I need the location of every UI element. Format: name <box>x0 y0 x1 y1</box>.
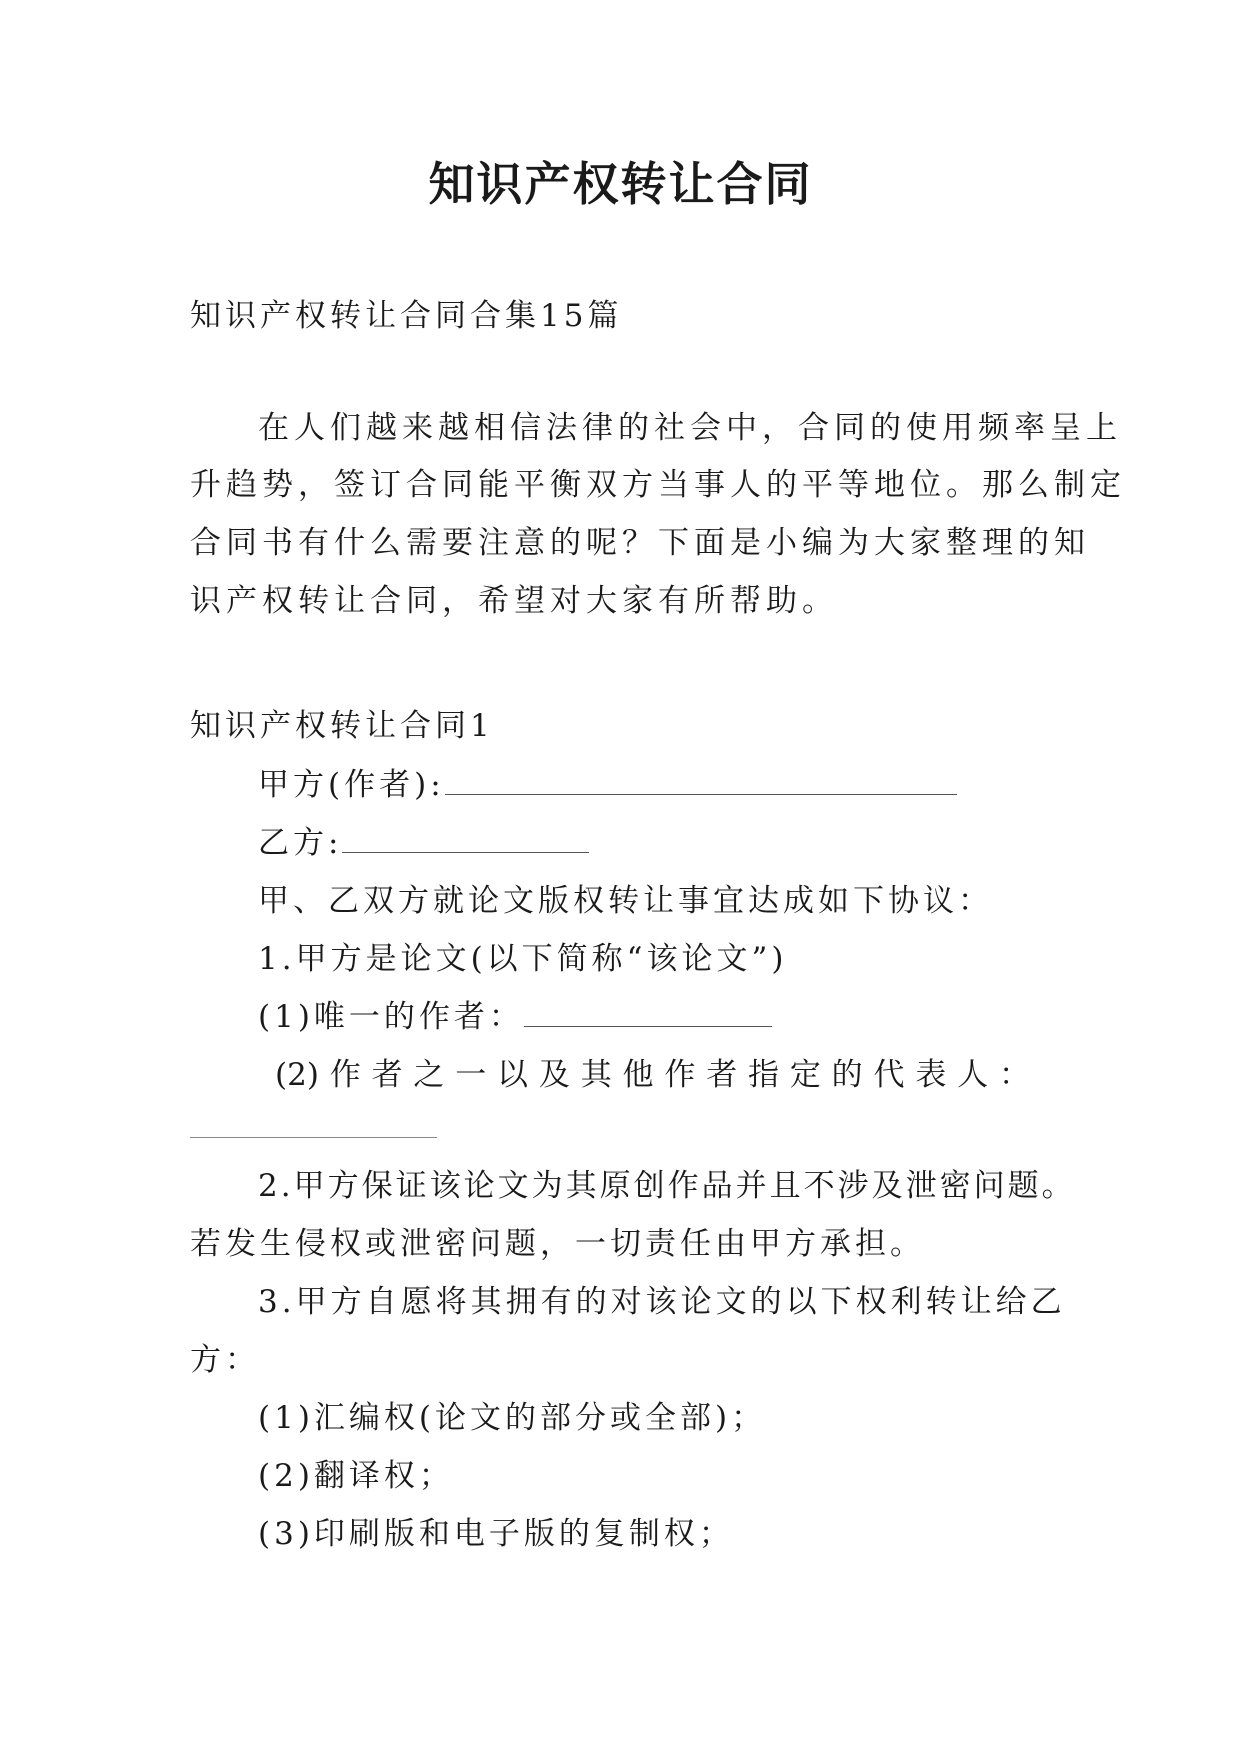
intro-line-3: 合同书有什么需要注意的呢？下面是小编为大家整理的知 <box>190 525 1090 561</box>
right-item-2: (2)翻译权； <box>258 1458 454 1494</box>
representative-blank <box>190 1137 437 1138</box>
sole-author-blank <box>524 1000 772 1027</box>
party-a-label: 甲方(作者): <box>258 767 445 803</box>
section-heading: 知识产权转让合同1 <box>190 708 494 744</box>
clause-1-item-2: (2)作者之一以及其他作者指定的代表人： <box>275 1057 1030 1093</box>
clause-1-item-1-label: (1)唯一的作者： <box>258 999 524 1035</box>
party-b-line <box>258 823 589 863</box>
party-b-label: 乙方: <box>258 825 343 861</box>
clause-3-line-2: 方： <box>190 1342 260 1378</box>
document-subtitle: 知识产权转让合同合集15篇 <box>190 298 623 334</box>
party-b-blank <box>342 826 589 853</box>
party-a-blank <box>445 768 957 795</box>
intro-line-1: 在人们越来越相信法律的社会中，合同的使用频率呈上 <box>258 410 1122 446</box>
right-item-3: (3)印刷版和电子版的复制权； <box>258 1516 734 1552</box>
clause-2-line-2: 若发生侵权或泄密问题，一切责任由甲方承担。 <box>190 1226 925 1262</box>
intro-line-4: 识产权转让合同，希望对大家有所帮助。 <box>190 583 838 619</box>
clause-1-item-1 <box>258 997 772 1037</box>
agreement-intro: 甲、乙双方就论文版权转让事宜达成如下协议： <box>258 883 993 919</box>
right-item-1: (1)汇编权(论文的部分或全部)； <box>258 1400 767 1436</box>
clause-1: 1.甲方是论文(以下简称“该论文”) <box>258 941 788 977</box>
clause-3-line-1: 3.甲方自愿将其拥有的对该论文的以下权利转让给乙 <box>258 1284 1066 1320</box>
clause-2-line-1: 2.甲方保证该论文为其原创作品并且不涉及泄密问题。 <box>258 1168 1076 1204</box>
party-a-line <box>258 765 957 805</box>
document-title: 知识产权转让合同 <box>428 157 813 211</box>
intro-line-2: 升趋势，签订合同能平衡双方当事人的平等地位。那么制定 <box>190 467 1126 503</box>
